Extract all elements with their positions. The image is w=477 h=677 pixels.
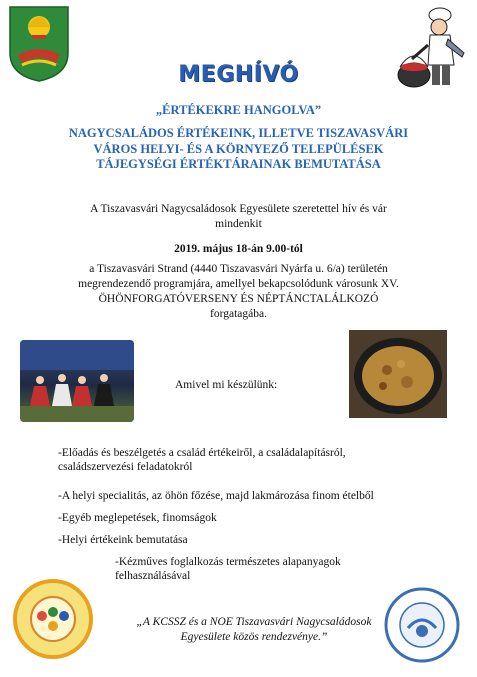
- cauldron-food-photo: [349, 330, 447, 418]
- venue-line: forgatagába.: [210, 308, 267, 320]
- program-item: -Helyi értékeink bemutatása: [58, 534, 188, 546]
- footer-line: „A KCSSZ és a NOE Tiszavasvári Nagycsaládosok: [136, 616, 372, 628]
- prep-label: Amivel mi készülünk:: [175, 379, 278, 391]
- venue-description: [50, 262, 427, 322]
- association-logo-left: [12, 578, 94, 660]
- program-list: [58, 446, 438, 474]
- program-item-crafts: [115, 555, 445, 583]
- venue-line: megrendezendő programjára, amellyel bekapcsolódunk városunk XV.: [78, 278, 399, 290]
- footer-line: Egyesülete közös rendezvénye.”: [180, 631, 328, 643]
- event-heading: [40, 126, 437, 173]
- program-item: -Előadás és beszélgetés a család értékeiről, a családalapításról,: [58, 447, 346, 459]
- program-item: felhasználásával: [115, 570, 191, 582]
- event-date: 2019. május 18-án 9.00-tól: [174, 243, 303, 255]
- program-item: -A helyi specialitás, az öhön főzése, majd lakmározása finom ételből: [58, 490, 374, 502]
- footer-note: [108, 615, 400, 645]
- heading-line: VÁROS HELYI- ÉS A KÖRNYEZŐ TELEPÜLÉSEK: [93, 141, 384, 156]
- intro-line: mindenkit: [215, 218, 262, 230]
- venue-line: ÖHÖNFORGATÓVERSENY ÉS NÉPTÁNCTALÁLKOZÓ: [98, 293, 379, 305]
- venue-line: a Tiszavasvári Strand (4440 Tiszavasvári Nyárfa u. 6/a) területén: [89, 263, 388, 275]
- folk-dance-photo: [20, 340, 134, 422]
- intro-line: A Tiszavasvári Nagycsaládosok Egyesülete szeretettel hív és vár: [90, 203, 387, 215]
- program-item: családszervezési feladatokról: [58, 461, 193, 473]
- program-item: -Kézműves foglalkozás természetes alapanyagok: [115, 556, 341, 568]
- event-subtitle: „ÉRTÉKEKRE HANGOLVA”: [155, 103, 322, 117]
- association-logo-right: [383, 586, 461, 664]
- heading-line: TÁJEGYSÉGI ÉRTÉKTÁRAINAK BEMUTATÁSA: [96, 157, 381, 171]
- heading-line: NAGYCSALÁDOS ÉRTÉKEINK, ILLETVE TISZAVASVÁRI: [68, 126, 409, 140]
- page-title: MEGHÍVÓ: [178, 62, 299, 87]
- program-item: -Egyéb meglepetések, finomságok: [58, 512, 217, 524]
- invitation-intro: [60, 202, 417, 232]
